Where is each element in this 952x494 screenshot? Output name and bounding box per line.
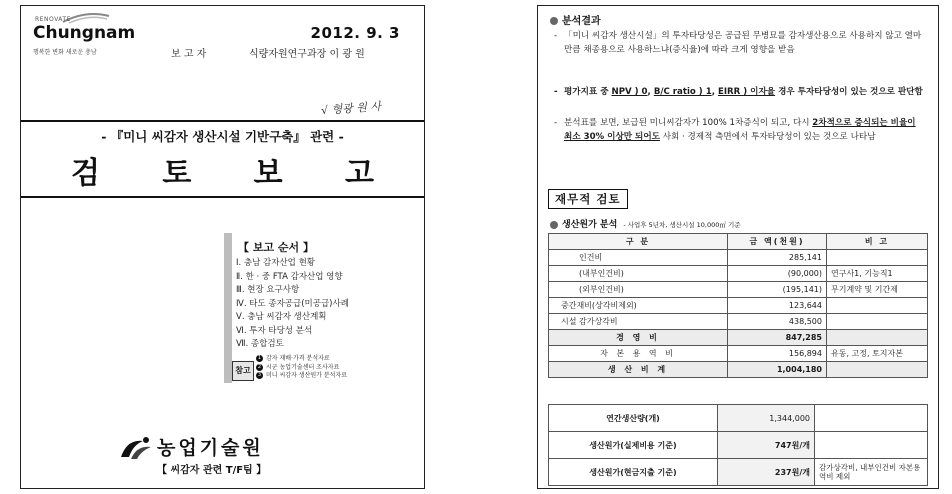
reference-list bbox=[256, 355, 347, 381]
table-row: 중간재비(상각비제외) 123,644 bbox=[549, 298, 928, 314]
logo-slogan: 행복한 변화 새로운 충남 bbox=[33, 49, 97, 56]
table-row: 경 영 비 847,285 bbox=[549, 330, 928, 346]
section-title: 재무적 검토 bbox=[548, 189, 628, 209]
table-row: 생 산 비 계 1,004,180 bbox=[549, 362, 928, 378]
order-item: Ⅳ. 타도 종자공급(미공급)사례 bbox=[236, 298, 349, 309]
table-row: 생산원가(실제비용 기준) 747원/개 bbox=[549, 432, 928, 459]
logo-small-text: RENOVATE bbox=[35, 16, 71, 23]
table-row: (외부인건비) (195,141) 무기계약 및 기간제 bbox=[549, 282, 928, 298]
title-char: 검 bbox=[71, 156, 100, 191]
reference-item: 3 미니 씨감자 생산원가 분석자료 bbox=[257, 372, 348, 379]
reporter-name: 식량자원연구과장 이 광 원 bbox=[249, 49, 365, 60]
report-subtitle: - 『미니 씨감자 생산시설 기반구축』 관련 - bbox=[101, 129, 344, 144]
order-item: Ⅱ. 한 · 중 FTA 감자산업 영향 bbox=[236, 271, 343, 282]
header-cell: 금 액(천원) bbox=[728, 234, 827, 250]
analysis-paragraph-3: - 분석표를 보면, 보급된 미니씨감자가 100% 1차증식이 되고, 다시 2차적으로 증식되는 비율이 최소 30% 이상만 되어도 사회 · 경제적 측면에서 투자타당성이 있는 것으로 나타남 bbox=[554, 118, 916, 142]
order-item: Ⅲ. 현장 요구사항 bbox=[236, 285, 300, 295]
table-row: 연간생산량(개) 1,344,000 bbox=[549, 405, 928, 432]
cost-table bbox=[548, 233, 928, 378]
header-cell: 구 분 bbox=[549, 234, 728, 250]
report-order-box bbox=[228, 233, 376, 385]
logo-name: Chungnam bbox=[33, 23, 136, 43]
table-row: (내부인건비) (90,000) 연구사1, 기능직1 bbox=[549, 266, 928, 282]
title-char: 보 bbox=[253, 156, 283, 191]
title-char: 고 bbox=[344, 156, 374, 191]
organization-name: 농업기술원 bbox=[157, 437, 264, 459]
report-title bbox=[71, 148, 374, 192]
reference-item: 2 시군 농업기술센터 조사자료 bbox=[257, 363, 340, 371]
handwritten-signature: √ 형광 원 사 bbox=[320, 99, 382, 118]
title-top-rule bbox=[21, 120, 424, 122]
reference-label: 참고 bbox=[232, 361, 254, 381]
analysis-heading: 분석결과 bbox=[550, 12, 601, 27]
order-list bbox=[236, 257, 349, 352]
table-row: 자 본 용 역 비 156,894 유동, 고정, 토지자본 bbox=[549, 346, 928, 362]
bullet-dot-icon bbox=[550, 221, 558, 229]
production-table bbox=[548, 404, 928, 486]
organization-team: 【 씨감자 관련 T/F팀 】 bbox=[157, 465, 267, 476]
cost-analysis-heading: 생산원가 분석 - 사업후 5년차, 생산시설 10,000㎡ 기준 bbox=[550, 217, 741, 230]
report-date: 2012. 9. 3 bbox=[310, 24, 400, 42]
table-header-row bbox=[549, 234, 928, 250]
organization-block bbox=[119, 433, 319, 483]
order-item: Ⅵ. 투자 타당성 분석 bbox=[236, 325, 313, 336]
table-row: 인건비 285,141 bbox=[549, 250, 928, 266]
table-row: 생산원가(현금지출 기준) 237원/개 감가상각비, 내부인건비 자본용역비 제외 bbox=[549, 459, 928, 486]
title-bottom-rule bbox=[21, 196, 424, 198]
table-row: 시설 감가상각비 438,500 bbox=[549, 314, 928, 330]
agri-tech-logo-icon bbox=[119, 435, 153, 461]
order-item: Ⅴ. 충남 씨감자 생산계획 bbox=[236, 312, 327, 322]
order-item: Ⅰ. 충남 감자산업 현황 bbox=[236, 258, 316, 268]
analysis-paragraph-2: - 평가지표 중 NPV ) 0, B/C ratio ) 1, EIRR ) 이자율 경우 투자타당성이 있는 것으로 판단함 bbox=[554, 87, 923, 97]
bullet-dot-icon bbox=[550, 17, 558, 25]
order-side-bar bbox=[224, 233, 232, 383]
order-item: Ⅶ. 종합검토 bbox=[236, 339, 284, 349]
analysis-paragraph-1: - 「미니 씨감자 생산시설」의 투자타당성은 공급된 무병묘를 감자생산용으로 사용하지 않고 열마만큼 채종용으로 사용하느냐(증식율)에 따라 크게 영향을 받음 bbox=[554, 31, 922, 55]
report-cover-page bbox=[20, 5, 425, 489]
header-cell: 비 고 bbox=[827, 234, 928, 250]
number-bullet-icon: 2 bbox=[257, 363, 262, 370]
order-title: 【 보고 순서 】 bbox=[238, 241, 314, 254]
number-bullet-icon: 3 bbox=[257, 372, 262, 378]
number-bullet-icon: 1 bbox=[257, 355, 262, 361]
analysis-page bbox=[537, 5, 939, 489]
title-char: 토 bbox=[162, 156, 192, 191]
reference-item: 1 감자 재배·가격 분석자료 bbox=[257, 355, 330, 362]
reporter-label: 보 고 자 bbox=[171, 49, 207, 60]
